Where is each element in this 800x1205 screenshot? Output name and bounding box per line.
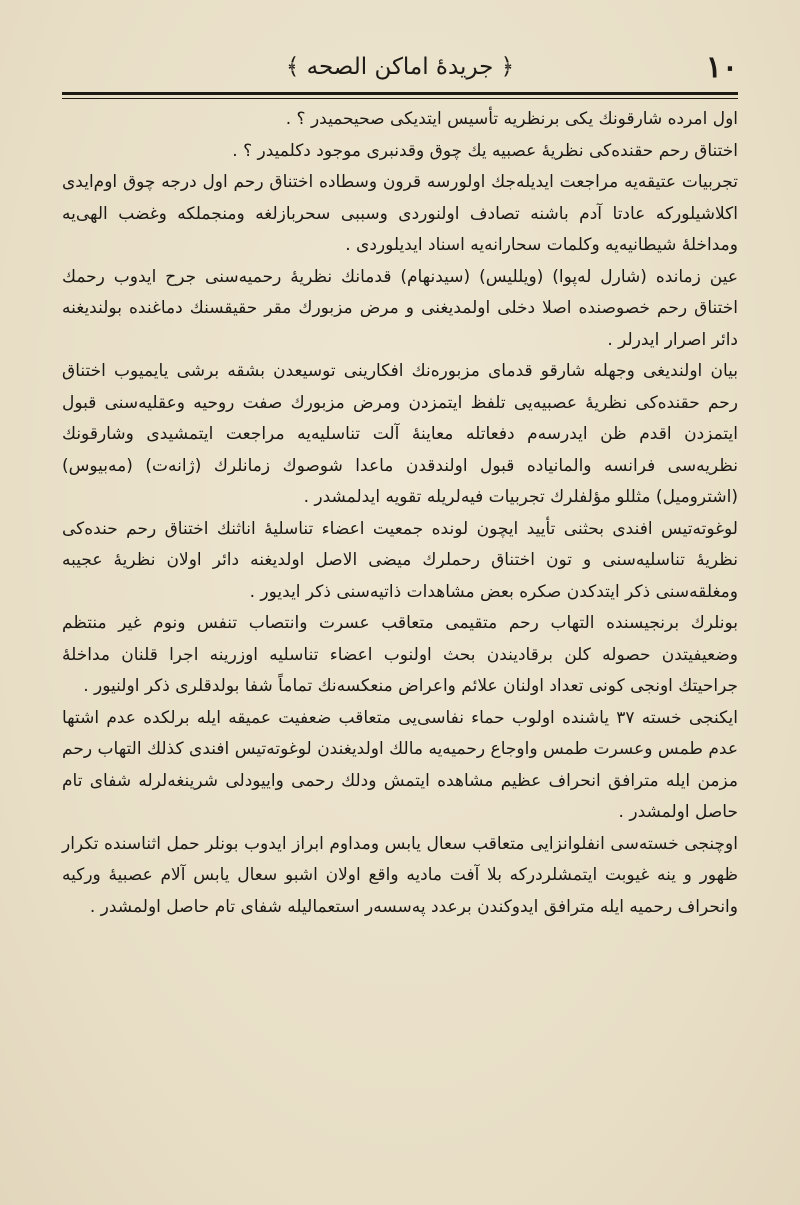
paragraph: لوغوته‌تيس افندى بحثنى تأييد ايچون لونده جمعيت اعضاء تناسليهٔ اناثنك اختناق رحم حنده‌كى نظريهٔ تناسليه‌سنى و تون اختناق رحملرك ميضى الاصل اولديغنه دائر اولان نظريهٔ عجيبه ومغلقه‌سنى ذكر ايتدكدن صكره بعض مشاهدات ذاتيه‌سنى ذكر ايديور .: [62, 518, 738, 602]
paragraph: اختناق رحم حقنده‌كى نظريهٔ عصبيه يك چوق وقدنبرى موجود دكلميدر ؟ .: [232, 140, 738, 161]
running-title: ﴿ جريدهٔ اماكن الصحه ﴾: [285, 54, 515, 80]
paragraph: بيان اولنديغى وجهله شارقو قدماى مزبوره‌نك افكارينى توسيعدن بشقه برشى يايميوب اختناق رحم حقنده‌كى نظريهٔ عصبيه‌يى تلفظ ايتمزدن ومرض مزبورك صفت روحيه وعقليه‌سنى قبول ايتمزدن اقدم ظن ايدرسه‌م دفعاتله معاينهٔ آلت تناسليه‌يه مراجعت ايتمشيدى وشارقونك نظريه‌سى فرانسه والمانياده قبول اولندقدن ماعدا شوصوك زمانلرك (ژانه‌ت) (مه‌بيوس) (اشتروميل) مثللو مؤلفلرك تجربيات فيه‌لريله تقويه ايدلمشدر .: [62, 361, 738, 507]
page-header: [62, 50, 738, 88]
paragraph: عين زمانده (شارل له‌پوا) (ويلليس) (سيدنهام) قدمانك نظريهٔ رحميه‌سنى جرح ايدوب رحمك اختناق رحم خصوصنده اصلا دخلى اولمديغنى و مرض مزبورك مقر حقيقسنك دماغنده بولنديغنه دائر اصرار ايدرلر .: [62, 266, 738, 350]
header-rule-thin: [62, 98, 738, 99]
paragraph: ايكنجى خسته ٣٧ ياشنده اولوب حماء نفاسى‌يى متعاقب ضعفيت عميقه ايله برلكده عدم اشتها عدم طمس وعسرت طمس واوجاع رحميه‌يه مالك اولديغندن لوغوته‌تيس افندى كذلك التهاب رحم مزمن ايله مترافق انحراف عظيم مشاهده ايتمش ودلك رحمى واييودلى شرينغه‌لرله شفاى تام حاصل اولمشدر .: [62, 707, 739, 822]
paragraph: تجربيات عتيقه‌يه مراجعت ايديله‌جك اولورسه قرون وسطاده اختناق رحم اول درجه چوق اوم‌ايدى اكلاشيلوركه عادتا آدم باشنه تصادف اولنوردى وسببى سحربازلغه ومنجملكه وغضب الهى‌يه ومداخلهٔ شيطانيه‌يه وكلمات سحارانه‌يه اسناد ايديلوردى .: [62, 172, 738, 255]
page-number: ١٠: [705, 50, 738, 85]
paragraph: اول امرده شارقونك يكى برنظريه تأسيس ايتديكى صحيحميدر ؟ .: [285, 109, 738, 129]
article-body: [62, 104, 738, 923]
header-rule-thick: [62, 92, 738, 95]
paragraph: بونلرك برنجيسنده التهاب رحم متقيمى متعاقب عسرت وانتصاب تنفس ونوم غير منتظم وضعيفيتدن حصوله كلن برقاديندن بحث اولنوب اعضاء تناسليه اوزرينه اجرا قلنان مداخلهٔ جراحيتك اونجى كونى تعداد اولنان علائم واعراض منعكسه‌نك تماماً شفا بولدقلرى ذكر اولنيور .: [62, 613, 738, 696]
paragraph: اوچنجى خسته‌سى انفلوانزايى متعاقب سعال يابس ومداوم ابراز ايدوب بونلر حمل اثناسنده تكرار ظهور و ينه غيوبت ايتمشلردركه بلا آفت ماديه واقع اولان اشبو سعال يابس آلام عصبيهٔ وركيه وانحراف رحميه ايله مترافق ايدوكندن برعدد پەسسەر استعماليله شفاى تام حاصل اولمشدر .: [62, 833, 738, 917]
